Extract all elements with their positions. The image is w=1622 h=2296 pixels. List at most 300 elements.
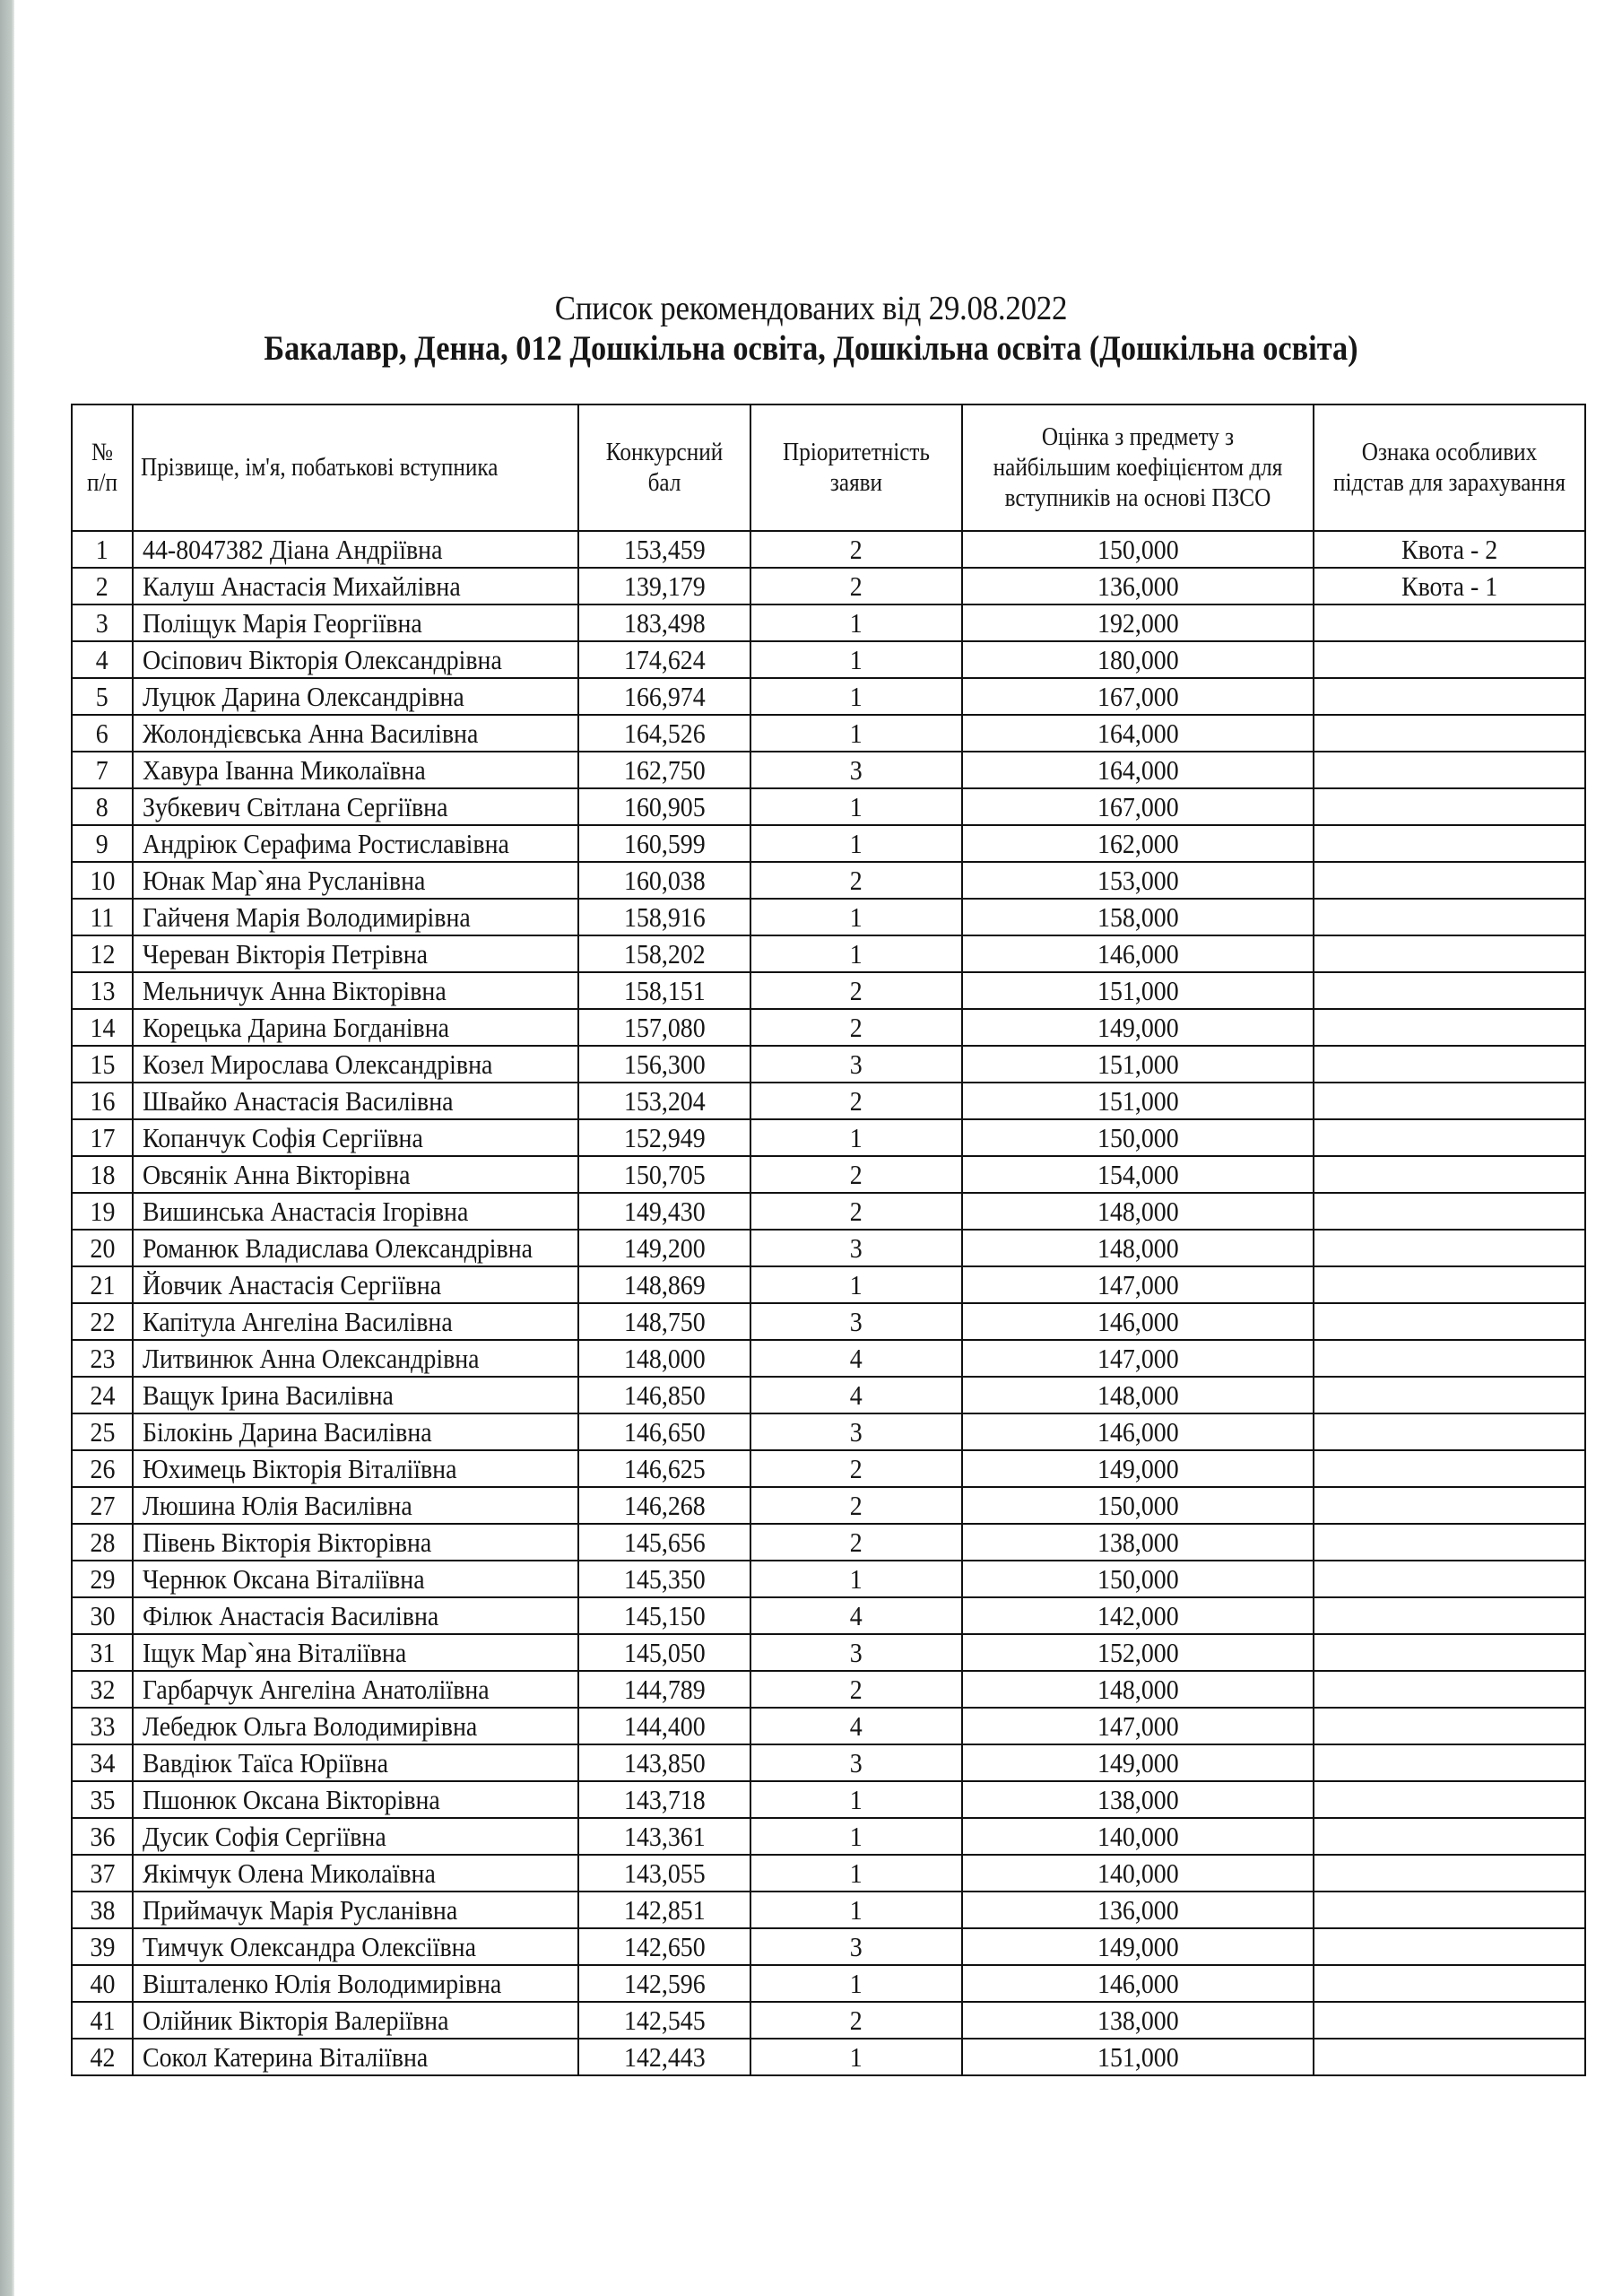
row-name-cell-text: Білокінь Дарина Василівна — [143, 1415, 432, 1448]
row-score-cell — [578, 2002, 750, 2039]
table-row — [72, 788, 1585, 825]
row-score-cell-text: 149,430 — [623, 1195, 706, 1227]
row-special-cell — [1314, 1671, 1585, 1708]
row-subject-grade-cell-text: 138,000 — [1097, 1526, 1179, 1558]
row-num-cell — [72, 1303, 133, 1340]
document-title: Список рекомендованих від 29.08.2022 — [554, 290, 1068, 327]
table-row — [72, 1377, 1585, 1413]
row-num-cell-text: 41 — [90, 2004, 115, 2036]
row-priority-cell-text: 1 — [850, 1967, 863, 1999]
row-score-cell — [578, 604, 750, 641]
row-subject-grade-cell — [962, 1487, 1314, 1524]
row-subject-grade-cell-text: 147,000 — [1097, 1268, 1179, 1300]
row-priority-cell-text: 3 — [850, 1636, 863, 1668]
row-subject-grade-cell — [962, 1119, 1314, 1156]
row-subject-grade-cell — [962, 862, 1314, 899]
row-special-cell — [1314, 1965, 1585, 2002]
table-row — [72, 1597, 1585, 1634]
row-subject-grade-cell-text: 146,000 — [1097, 937, 1179, 970]
table-row — [72, 862, 1585, 899]
row-num-cell — [72, 1671, 133, 1708]
row-subject-grade-cell-text: 138,000 — [1097, 2004, 1179, 2036]
row-num-cell-text: 1 — [96, 533, 108, 565]
header-priority-label: Пріоритетність заяви — [783, 438, 930, 497]
row-num-cell — [72, 2002, 133, 2039]
row-subject-grade-cell-text: 151,000 — [1097, 2040, 1179, 2073]
row-num-cell — [72, 1965, 133, 2002]
row-name-cell — [133, 825, 578, 862]
row-score-cell-text: 139,179 — [623, 570, 706, 602]
row-name-cell — [133, 1634, 578, 1671]
row-subject-grade-cell-text: 147,000 — [1097, 1342, 1179, 1374]
row-score-cell-text: 166,974 — [623, 680, 706, 712]
row-num-cell — [72, 788, 133, 825]
row-score-cell-text: 160,038 — [623, 864, 706, 896]
row-num-cell-text: 31 — [90, 1636, 115, 1668]
row-priority-cell-text: 3 — [850, 1930, 863, 1962]
table-row — [72, 1266, 1585, 1303]
row-priority-cell — [750, 568, 962, 604]
row-num-cell-text: 7 — [96, 753, 108, 786]
row-name-cell — [133, 1855, 578, 1892]
row-num-cell-text: 25 — [90, 1415, 115, 1448]
row-score-cell-text: 153,459 — [623, 533, 706, 565]
row-num-cell — [72, 568, 133, 604]
row-name-cell-text: Пшонюк Оксана Вікторівна — [143, 1783, 440, 1815]
row-special-cell — [1314, 604, 1585, 641]
row-name-cell — [133, 1561, 578, 1597]
row-subject-grade-cell-text: 148,000 — [1097, 1378, 1179, 1411]
row-name-cell-text: Гайченя Марія Володимирівна — [143, 900, 471, 933]
table-row — [72, 1193, 1585, 1230]
table-row — [72, 1524, 1585, 1561]
row-score-cell-text: 142,545 — [623, 2004, 706, 2036]
row-subject-grade-cell — [962, 1009, 1314, 1046]
row-num-cell — [72, 935, 133, 972]
row-priority-cell-text: 1 — [850, 1893, 863, 1926]
row-score-cell — [578, 1303, 750, 1340]
table-row — [72, 752, 1585, 788]
row-priority-cell — [750, 1083, 962, 1119]
row-name-cell — [133, 1303, 578, 1340]
row-name-cell-text: Вишинська Анастасія Ігорівна — [143, 1195, 469, 1227]
document-subtitle: Бакалавр, Денна, 012 Дошкільна освіта, Дошкільна освіта (Дошкільна освіта) — [264, 329, 1358, 368]
header-subject-grade-label: Оцінка з предмету з найбільшим коефіцієнтом для вступників на основі ПЗСО — [993, 422, 1283, 512]
row-subject-grade-cell-text: 146,000 — [1097, 1415, 1179, 1448]
row-subject-grade-cell — [962, 1744, 1314, 1781]
row-special-cell — [1314, 1597, 1585, 1634]
row-priority-cell — [750, 1009, 962, 1046]
row-subject-grade-cell — [962, 1928, 1314, 1965]
row-name-cell-text: Олійник Вікторія Валеріївна — [143, 2004, 449, 2036]
row-score-cell — [578, 1965, 750, 2002]
row-subject-grade-cell-text: 138,000 — [1097, 1783, 1179, 1815]
row-name-cell-text: Юхимець Вікторія Віталіївна — [143, 1452, 457, 1484]
row-name-cell — [133, 1266, 578, 1303]
row-score-cell-text: 143,718 — [623, 1783, 706, 1815]
table-row — [72, 604, 1585, 641]
row-subject-grade-cell-text: 136,000 — [1097, 1893, 1179, 1926]
row-subject-grade-cell-text: 151,000 — [1097, 1048, 1179, 1080]
row-special-cell — [1314, 1487, 1585, 1524]
row-priority-cell — [750, 1413, 962, 1450]
row-priority-cell — [750, 788, 962, 825]
row-name-cell-text: Швайко Анастасія Василівна — [143, 1084, 454, 1117]
row-score-cell-text: 148,750 — [623, 1305, 706, 1337]
row-priority-cell-text: 3 — [850, 753, 863, 786]
row-priority-cell-text: 2 — [850, 570, 863, 602]
row-subject-grade-cell — [962, 1450, 1314, 1487]
row-priority-cell-text: 3 — [850, 1415, 863, 1448]
row-score-cell — [578, 1009, 750, 1046]
row-num-cell — [72, 1413, 133, 1450]
row-score-cell — [578, 1597, 750, 1634]
row-special-cell — [1314, 1303, 1585, 1340]
row-subject-grade-cell-text: 142,000 — [1097, 1599, 1179, 1631]
row-subject-grade-cell — [962, 568, 1314, 604]
row-subject-grade-cell — [962, 1193, 1314, 1230]
row-num-cell — [72, 1193, 133, 1230]
row-num-cell-text: 18 — [90, 1158, 115, 1190]
row-num-cell-text: 27 — [90, 1489, 115, 1521]
row-name-cell — [133, 2039, 578, 2075]
table-row — [72, 678, 1585, 715]
row-name-cell — [133, 1413, 578, 1450]
row-special-cell — [1314, 531, 1585, 568]
row-score-cell — [578, 1193, 750, 1230]
row-num-cell — [72, 1708, 133, 1744]
header-score-label: Конкурсний бал — [605, 438, 724, 497]
row-num-cell-text: 15 — [90, 1048, 115, 1080]
row-name-cell-text: Сокол Катерина Віталіївна — [143, 2040, 429, 2073]
row-name-cell — [133, 1671, 578, 1708]
table-row — [72, 1009, 1585, 1046]
row-special-cell — [1314, 862, 1585, 899]
row-subject-grade-cell-text: 167,000 — [1097, 790, 1179, 822]
row-name-cell-text: Осіпович Вікторія Олександрівна — [143, 643, 502, 675]
row-name-cell-text: Жолондієвська Анна Василівна — [143, 717, 479, 749]
row-num-cell-text: 22 — [90, 1305, 115, 1337]
row-subject-grade-cell-text: 148,000 — [1097, 1231, 1179, 1264]
row-name-cell — [133, 972, 578, 1009]
row-name-cell — [133, 1524, 578, 1561]
row-num-cell — [72, 715, 133, 752]
row-special-cell — [1314, 1156, 1585, 1193]
row-num-cell — [72, 641, 133, 678]
row-name-cell — [133, 1928, 578, 1965]
row-priority-cell-text: 3 — [850, 1305, 863, 1337]
row-subject-grade-cell — [962, 1818, 1314, 1855]
row-priority-cell — [750, 1266, 962, 1303]
row-special-cell — [1314, 1634, 1585, 1671]
row-name-cell-text: Зубкевич Світлана Сергіївна — [143, 790, 448, 822]
row-priority-cell-text: 1 — [850, 900, 863, 933]
row-score-cell-text: 145,656 — [623, 1526, 706, 1558]
row-name-cell-text: Дусик Софія Сергіївна — [143, 1820, 386, 1852]
table-row — [72, 1965, 1585, 2002]
row-score-cell — [578, 1708, 750, 1744]
row-subject-grade-cell — [962, 1266, 1314, 1303]
row-name-cell-text: Череван Вікторія Петрівна — [143, 937, 429, 970]
row-subject-grade-cell-text: 136,000 — [1097, 570, 1179, 602]
table-row — [72, 972, 1585, 1009]
row-num-cell-text: 3 — [96, 606, 108, 639]
row-score-cell-text: 146,850 — [623, 1378, 706, 1411]
row-special-cell — [1314, 1561, 1585, 1597]
row-priority-cell — [750, 1708, 962, 1744]
row-priority-cell-text: 1 — [850, 1820, 863, 1852]
row-priority-cell-text: 1 — [850, 2040, 863, 2073]
row-priority-cell — [750, 2002, 962, 2039]
row-score-cell-text: 174,624 — [623, 643, 706, 675]
row-priority-cell-text: 1 — [850, 717, 863, 749]
table-row — [72, 1083, 1585, 1119]
row-priority-cell-text: 2 — [850, 1489, 863, 1521]
row-subject-grade-cell-text: 150,000 — [1097, 1562, 1179, 1595]
row-num-cell — [72, 1450, 133, 1487]
row-score-cell-text: 145,350 — [623, 1562, 706, 1595]
row-priority-cell — [750, 1303, 962, 1340]
row-special-cell — [1314, 1818, 1585, 1855]
row-num-cell — [72, 1744, 133, 1781]
row-score-cell-text: 146,625 — [623, 1452, 706, 1484]
row-score-cell-text: 158,916 — [623, 900, 706, 933]
row-score-cell — [578, 1340, 750, 1377]
row-special-cell — [1314, 1413, 1585, 1450]
row-special-cell — [1314, 899, 1585, 935]
row-name-cell-text: Тимчук Олександра Олексіївна — [143, 1930, 476, 1962]
row-name-cell-text: Мельничук Анна Вікторівна — [143, 974, 447, 1006]
row-subject-grade-cell — [962, 641, 1314, 678]
row-name-cell — [133, 1892, 578, 1928]
row-special-cell — [1314, 1928, 1585, 1965]
row-num-cell — [72, 1266, 133, 1303]
row-score-cell — [578, 1892, 750, 1928]
row-num-cell-text: 19 — [90, 1195, 115, 1227]
row-subject-grade-cell-text: 147,000 — [1097, 1709, 1179, 1742]
row-num-cell-text: 39 — [90, 1930, 115, 1962]
table-row — [72, 1303, 1585, 1340]
row-subject-grade-cell-text: 167,000 — [1097, 680, 1179, 712]
row-num-cell-text: 20 — [90, 1231, 115, 1264]
row-score-cell-text: 142,851 — [623, 1893, 706, 1926]
row-num-cell — [72, 1928, 133, 1965]
row-subject-grade-cell-text: 150,000 — [1097, 1489, 1179, 1521]
row-score-cell — [578, 1855, 750, 1892]
row-score-cell-text: 183,498 — [623, 606, 706, 639]
row-name-cell-text: Ващук Ірина Василівна — [143, 1378, 394, 1411]
row-subject-grade-cell — [962, 1634, 1314, 1671]
row-score-cell-text: 160,599 — [623, 827, 706, 859]
row-priority-cell-text: 3 — [850, 1048, 863, 1080]
row-priority-cell — [750, 2039, 962, 2075]
header-priority — [750, 404, 962, 531]
row-score-cell-text: 142,596 — [623, 1967, 706, 1999]
row-priority-cell-text: 2 — [850, 864, 863, 896]
row-num-cell — [72, 1009, 133, 1046]
row-subject-grade-cell-text: 154,000 — [1097, 1158, 1179, 1190]
row-subject-grade-cell-text: 148,000 — [1097, 1673, 1179, 1705]
row-score-cell-text: 152,949 — [623, 1121, 706, 1153]
row-special-cell — [1314, 935, 1585, 972]
row-special-cell — [1314, 2039, 1585, 2075]
row-name-cell-text: Якімчук Олена Миколаївна — [143, 1857, 436, 1889]
row-special-cell — [1314, 1009, 1585, 1046]
row-subject-grade-cell — [962, 1781, 1314, 1818]
row-subject-grade-cell — [962, 1855, 1314, 1892]
row-subject-grade-cell — [962, 604, 1314, 641]
row-subject-grade-cell — [962, 1708, 1314, 1744]
table-row — [72, 1413, 1585, 1450]
row-priority-cell — [750, 862, 962, 899]
row-priority-cell — [750, 1450, 962, 1487]
row-name-cell-text: Копанчук Софія Сергіївна — [143, 1121, 423, 1153]
row-special-cell — [1314, 715, 1585, 752]
row-name-cell-text: Іщук Мар`яна Віталіївна — [143, 1636, 407, 1668]
table-row — [72, 641, 1585, 678]
row-subject-grade-cell — [962, 715, 1314, 752]
row-score-cell-text: 157,080 — [623, 1011, 706, 1043]
table-row — [72, 1744, 1585, 1781]
row-name-cell — [133, 1377, 578, 1413]
row-priority-cell-text: 4 — [850, 1342, 863, 1374]
row-priority-cell — [750, 1156, 962, 1193]
row-subject-grade-cell — [962, 752, 1314, 788]
row-special-cell — [1314, 1193, 1585, 1230]
row-num-cell — [72, 972, 133, 1009]
row-score-cell-text: 144,400 — [623, 1709, 706, 1742]
row-subject-grade-cell-text: 192,000 — [1097, 606, 1179, 639]
row-subject-grade-cell-text: 146,000 — [1097, 1967, 1179, 1999]
row-score-cell — [578, 1744, 750, 1781]
row-score-cell — [578, 788, 750, 825]
row-num-cell-text: 33 — [90, 1709, 115, 1742]
row-num-cell-text: 28 — [90, 1526, 115, 1558]
row-name-cell — [133, 1083, 578, 1119]
row-subject-grade-cell — [962, 972, 1314, 1009]
row-score-cell-text: 164,526 — [623, 717, 706, 749]
row-num-cell — [72, 1487, 133, 1524]
row-name-cell-text: Калуш Анастасія Михайлівна — [143, 570, 461, 602]
row-subject-grade-cell — [962, 1892, 1314, 1928]
row-priority-cell-text: 2 — [850, 1673, 863, 1705]
row-name-cell-text: Філюк Анастасія Василівна — [143, 1599, 439, 1631]
row-priority-cell — [750, 1634, 962, 1671]
table-row — [72, 1230, 1585, 1266]
row-priority-cell — [750, 1561, 962, 1597]
row-name-cell-text: Литвинюк Анна Олександрівна — [143, 1342, 480, 1374]
row-priority-cell — [750, 1965, 962, 2002]
row-score-cell-text: 158,202 — [623, 937, 706, 970]
row-name-cell-text: Півень Вікторія Вікторівна — [143, 1526, 432, 1558]
row-name-cell-text: Йовчик Анастасія Сергіївна — [143, 1268, 442, 1300]
header-special-label: Ознака особливих підстав для зарахування — [1333, 438, 1566, 497]
row-name-cell-text: Капітула Ангеліна Василівна — [143, 1305, 453, 1337]
row-priority-cell — [750, 1046, 962, 1083]
row-name-cell — [133, 1818, 578, 1855]
row-special-cell — [1314, 1892, 1585, 1928]
row-subject-grade-cell-text: 150,000 — [1097, 1121, 1179, 1153]
row-priority-cell-text: 1 — [850, 606, 863, 639]
row-num-cell — [72, 1561, 133, 1597]
row-name-cell — [133, 1119, 578, 1156]
table-row — [72, 935, 1585, 972]
row-num-cell — [72, 1597, 133, 1634]
row-special-cell — [1314, 1377, 1585, 1413]
table-row — [72, 1708, 1585, 1744]
row-num-cell — [72, 752, 133, 788]
row-name-cell — [133, 2002, 578, 2039]
row-num-cell-text: 36 — [90, 1820, 115, 1852]
table-row — [72, 899, 1585, 935]
table-row — [72, 1671, 1585, 1708]
row-score-cell — [578, 1377, 750, 1413]
row-subject-grade-cell — [962, 935, 1314, 972]
row-num-cell — [72, 899, 133, 935]
row-name-cell — [133, 678, 578, 715]
row-name-cell — [133, 715, 578, 752]
header-score — [578, 404, 750, 531]
row-special-cell — [1314, 1708, 1585, 1744]
row-score-cell-text: 162,750 — [623, 753, 706, 786]
row-score-cell — [578, 935, 750, 972]
row-priority-cell — [750, 752, 962, 788]
row-priority-cell — [750, 1818, 962, 1855]
row-special-cell — [1314, 972, 1585, 1009]
row-num-cell — [72, 1340, 133, 1377]
row-subject-grade-cell — [962, 678, 1314, 715]
row-priority-cell-text: 2 — [850, 1158, 863, 1190]
row-subject-grade-cell — [962, 1671, 1314, 1708]
row-name-cell — [133, 641, 578, 678]
row-num-cell-text: 4 — [96, 643, 108, 675]
row-score-cell — [578, 1634, 750, 1671]
table-row — [72, 1487, 1585, 1524]
row-priority-cell-text: 2 — [850, 2004, 863, 2036]
row-score-cell — [578, 1671, 750, 1708]
row-priority-cell — [750, 1119, 962, 1156]
row-priority-cell-text: 1 — [850, 1121, 863, 1153]
row-num-cell-text: 34 — [90, 1746, 115, 1779]
row-subject-grade-cell-text: 164,000 — [1097, 753, 1179, 786]
row-num-cell — [72, 1083, 133, 1119]
row-score-cell-text: 146,650 — [623, 1415, 706, 1448]
row-priority-cell — [750, 1855, 962, 1892]
row-num-cell-text: 8 — [96, 790, 108, 822]
row-score-cell-text: 153,204 — [623, 1084, 706, 1117]
row-score-cell — [578, 825, 750, 862]
row-priority-cell-text: 1 — [850, 937, 863, 970]
row-subject-grade-cell-text: 162,000 — [1097, 827, 1179, 859]
table-row — [72, 825, 1585, 862]
row-priority-cell — [750, 1597, 962, 1634]
row-priority-cell — [750, 1524, 962, 1561]
row-name-cell-text: Гарбарчук Ангеліна Анатоліївна — [143, 1673, 490, 1705]
row-special-cell — [1314, 1046, 1585, 1083]
row-special-cell — [1314, 1524, 1585, 1561]
row-subject-grade-cell — [962, 825, 1314, 862]
row-priority-cell-text: 1 — [850, 1268, 863, 1300]
row-priority-cell-text: 3 — [850, 1231, 863, 1264]
row-priority-cell-text: 1 — [850, 1562, 863, 1595]
row-subject-grade-cell — [962, 1413, 1314, 1450]
row-special-cell — [1314, 678, 1585, 715]
row-subject-grade-cell — [962, 1230, 1314, 1266]
row-priority-cell-text: 2 — [850, 1526, 863, 1558]
row-num-cell-text: 35 — [90, 1783, 115, 1815]
table-row — [72, 1156, 1585, 1193]
row-priority-cell — [750, 1193, 962, 1230]
